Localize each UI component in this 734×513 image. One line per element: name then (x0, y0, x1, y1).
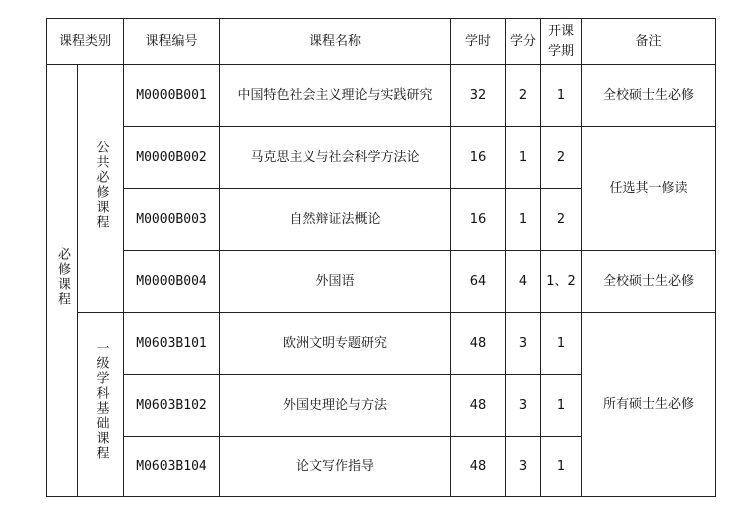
course-semester: 1 (541, 375, 582, 437)
group-public-cell (78, 65, 124, 313)
course-name: 外国语 (220, 251, 451, 313)
group-discipline-cell (78, 313, 124, 497)
course-credits: 4 (506, 251, 541, 313)
course-note: 全校硕士生必修 (582, 251, 716, 313)
course-note: 所有硕士生必修 (582, 313, 716, 497)
course-code: M0000B004 (124, 251, 220, 313)
header-code: 课程编号 (124, 19, 220, 65)
course-code: M0000B001 (124, 65, 220, 127)
group-discipline-label: 一级学科基础课程 (93, 341, 109, 461)
category-main-cell (47, 65, 78, 497)
course-credits: 3 (506, 313, 541, 375)
course-credits: 1 (506, 127, 541, 189)
course-name: 中国特色社会主义理论与实践研究 (220, 65, 451, 127)
course-semester: 1 (541, 65, 582, 127)
group-public-label: 公共必修课程 (93, 140, 109, 230)
table-row (47, 313, 716, 375)
course-name: 自然辩证法概论 (220, 189, 451, 251)
course-semester: 1、2 (541, 251, 582, 313)
course-semester: 2 (541, 189, 582, 251)
course-semester: 1 (541, 313, 582, 375)
header-credits: 学分 (506, 19, 541, 65)
course-note: 任选其一修读 (582, 127, 716, 251)
header-row (47, 19, 716, 65)
course-semester: 1 (541, 437, 582, 497)
course-semester: 2 (541, 127, 582, 189)
header-semester: 开课学期 (541, 19, 582, 65)
course-name: 马克思主义与社会科学方法论 (220, 127, 451, 189)
course-credits: 3 (506, 437, 541, 497)
course-note: 全校硕士生必修 (582, 65, 716, 127)
header-name: 课程名称 (220, 19, 451, 65)
course-table (46, 18, 716, 497)
course-credits: 2 (506, 65, 541, 127)
category-main-label: 必修课程 (55, 247, 70, 307)
course-hours: 16 (451, 189, 506, 251)
course-hours: 48 (451, 375, 506, 437)
course-hours: 16 (451, 127, 506, 189)
course-hours: 32 (451, 65, 506, 127)
course-hours: 64 (451, 251, 506, 313)
course-code: M0603B104 (124, 437, 220, 497)
header-category: 课程类别 (47, 19, 124, 65)
table-row (47, 127, 716, 189)
course-credits: 1 (506, 189, 541, 251)
table-row (47, 251, 716, 313)
course-hours: 48 (451, 313, 506, 375)
course-code: M0603B102 (124, 375, 220, 437)
table-row (47, 65, 716, 127)
course-code: M0603B101 (124, 313, 220, 375)
header-hours: 学时 (451, 19, 506, 65)
header-notes: 备注 (582, 19, 716, 65)
course-credits: 3 (506, 375, 541, 437)
course-code: M0000B002 (124, 127, 220, 189)
course-name: 欧洲文明专题研究 (220, 313, 451, 375)
course-name: 论文写作指导 (220, 437, 451, 497)
course-code: M0000B003 (124, 189, 220, 251)
course-hours: 48 (451, 437, 506, 497)
course-name: 外国史理论与方法 (220, 375, 451, 437)
